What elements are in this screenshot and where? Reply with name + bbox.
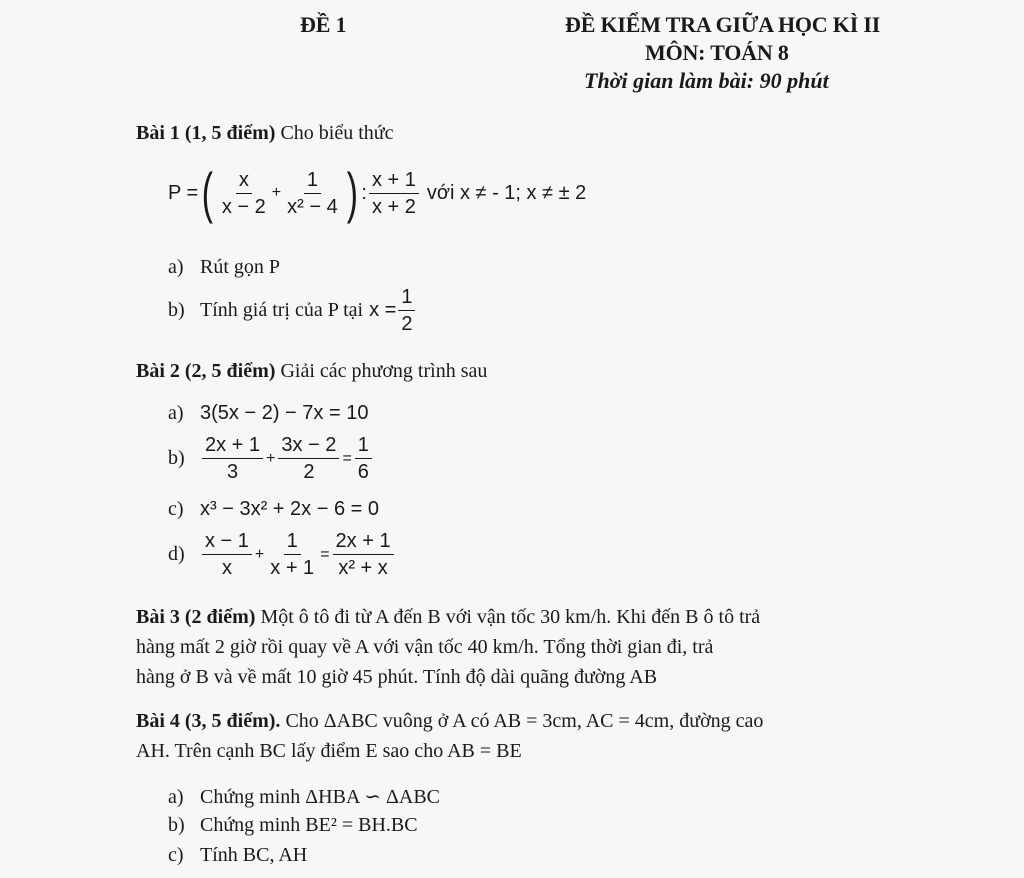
bai2-part-b (168, 434, 374, 483)
part-label: a) (168, 256, 184, 278)
equation: 3(5x − 2) − 7x = 10 (200, 402, 369, 424)
fraction-den: x² + x (338, 557, 388, 579)
bai2-intro: Giải các phương trình sau (280, 360, 488, 382)
bai4-part-a (168, 784, 440, 809)
fraction-1 (219, 169, 269, 218)
bai4-part-b (168, 814, 418, 837)
bai2-part-a (168, 402, 368, 425)
part-label: b) (168, 299, 185, 321)
bai2-part-d (168, 530, 396, 579)
fraction-num: 2x + 1 (202, 434, 263, 459)
bai3-line-1 (136, 606, 760, 629)
fraction-num: 1 (398, 286, 415, 311)
part-text: Tính BC, AH (200, 844, 308, 866)
bai4-line-1 (136, 710, 763, 733)
bai4-heading: Bài 4 (3, 5 điểm). (136, 710, 281, 732)
bai3-text: Một ô tô đi từ A đến B với vận tốc 30 km/h. Khi đến B ô tô trả (260, 606, 761, 628)
part-text: Rút gọn P (200, 256, 281, 278)
bai3-line-2: hàng mất 2 giờ rồi quay về A với vận tốc 40 km/h. Tổng thời gian đi, trả (136, 636, 714, 658)
plus-sign: + (266, 449, 276, 467)
bai2-part-c (168, 498, 379, 521)
fraction-2 (278, 434, 339, 483)
fraction-3 (369, 169, 419, 218)
bai3-heading: Bài 3 (2 điểm) (136, 606, 256, 628)
part-text: Tính giá trị của P tại (200, 299, 364, 321)
plus-sign: + (271, 184, 282, 201)
bai1-expression (168, 161, 587, 224)
equation: x³ − 3x² + 2x − 6 = 0 (200, 498, 379, 520)
right-paren: ) (346, 161, 358, 224)
fraction-1-num: x (236, 169, 252, 194)
fraction-2 (284, 169, 341, 218)
part-label: c) (168, 498, 184, 520)
fraction-3 (333, 530, 394, 579)
exam-subject: MÔN: TOÁN 8 (645, 40, 789, 65)
bai1-intro: Cho biểu thức (280, 122, 394, 144)
bai2-heading-line (136, 360, 487, 383)
fraction-den: 6 (357, 461, 369, 483)
fraction-2-num: 1 (304, 169, 321, 194)
fraction-num: 3x − 2 (278, 434, 339, 459)
fraction-den: 2 (303, 461, 315, 483)
part-label: a) (168, 786, 184, 808)
fraction-3 (355, 434, 372, 483)
part-label: b) (168, 447, 185, 469)
fraction-den: x (221, 557, 232, 579)
part-label: d) (168, 543, 185, 565)
fraction-1 (202, 434, 263, 483)
bai4-line-2: AH. Trên cạnh BC lấy điểm E sao cho AB = BE (136, 740, 522, 762)
fraction-3-den: x + 2 (371, 195, 416, 218)
plus-sign: + (254, 545, 265, 563)
left-paren: ( (201, 161, 214, 224)
part-text: Chứng minh BE² = BH.BC (200, 814, 418, 836)
bai1-part-a (168, 256, 280, 279)
bai1-heading: Bài 1 (1, 5 điểm) (136, 122, 276, 144)
fraction-den: x + 1 (270, 557, 315, 579)
condition: với x ≠ - 1; x ≠ ± 2 (426, 181, 587, 204)
exam-title: ĐỀ KIỂM TRA GIỮA HỌC KÌ II (565, 12, 881, 37)
fraction-half (398, 286, 415, 335)
fraction-den: 3 (226, 461, 239, 483)
x-equals: x = (369, 299, 397, 321)
part-label: a) (168, 402, 184, 424)
colon-sign: : (361, 181, 367, 204)
part-text: Chứng minh ΔHBA ∽ ΔABC (200, 786, 441, 808)
fraction-1-den: x − 2 (221, 195, 266, 218)
fraction-num: 2x + 1 (333, 530, 394, 555)
bai1-heading-line (136, 122, 393, 145)
bai4-part-c (168, 844, 307, 867)
bai3-line-3: hàng ở B và về mất 10 giờ 45 phút. Tính độ dài quãng đường AB (136, 666, 658, 688)
fraction-num: 1 (355, 434, 372, 459)
fraction-1 (202, 530, 252, 579)
fraction-num: 1 (284, 530, 301, 555)
fraction-num: x − 1 (202, 530, 252, 555)
bai1-part-b (168, 286, 417, 335)
fraction-2-den: x² − 4 (287, 195, 338, 218)
equals-sign: = (320, 545, 330, 563)
fraction-3-num: x + 1 (369, 169, 419, 194)
equals-sign: = (342, 449, 352, 467)
bai4-text: Cho ΔABC vuông ở A có AB = 3cm, AC = 4cm, đường cao (285, 710, 764, 732)
exam-time: Thời gian làm bài: 90 phút (584, 68, 829, 93)
p-lhs: P = (168, 181, 199, 204)
bai2-heading: Bài 2 (2, 5 điểm) (136, 360, 276, 382)
part-label: b) (168, 814, 185, 836)
part-label: c) (168, 844, 184, 866)
exam-number: ĐỀ 1 (300, 12, 347, 37)
fraction-2 (267, 530, 317, 579)
fraction-den: 2 (401, 313, 413, 335)
